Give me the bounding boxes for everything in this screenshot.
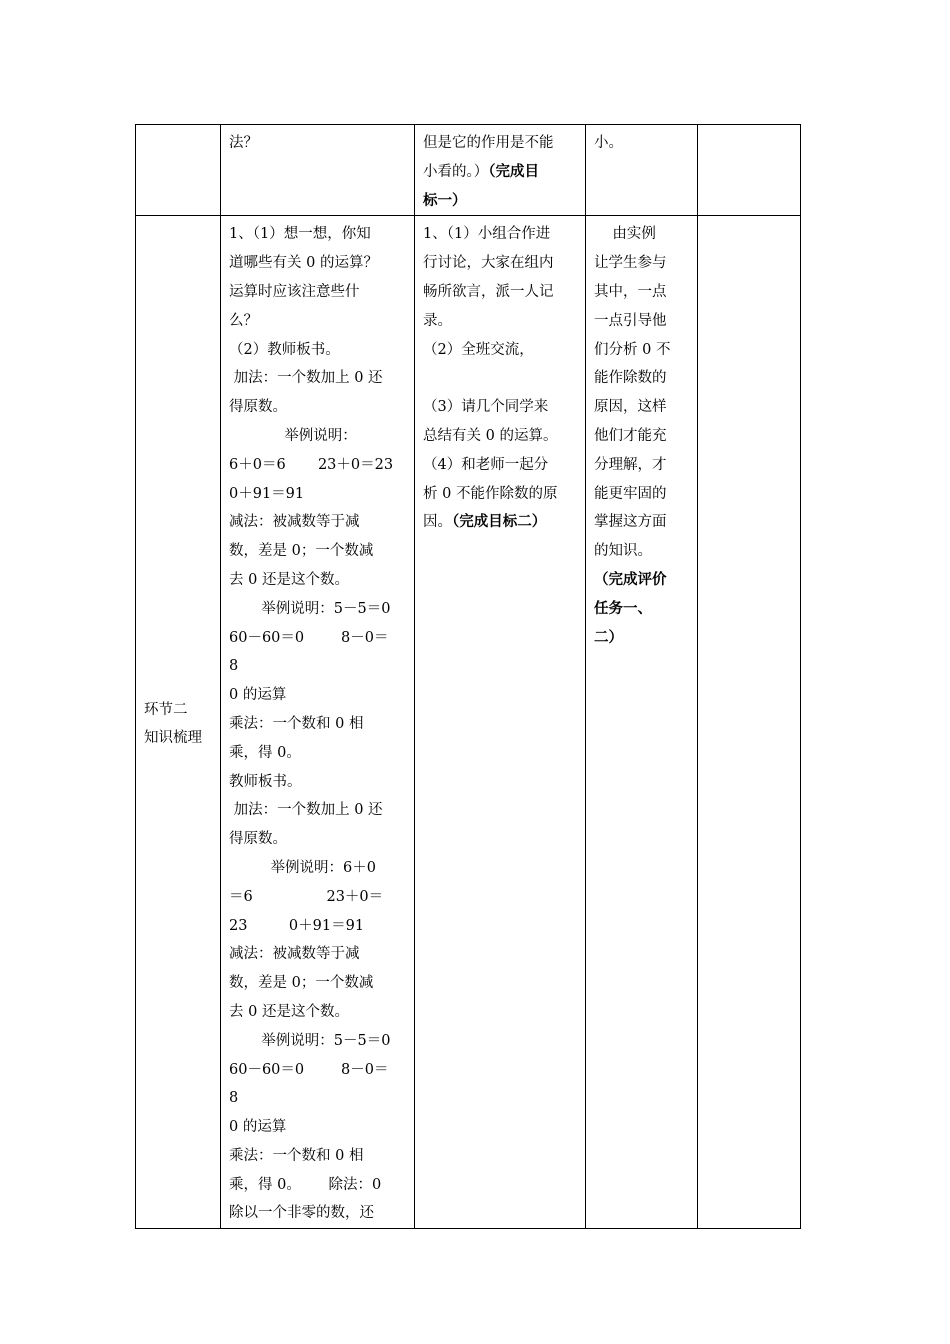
text-line: 原因，这样 xyxy=(594,399,667,416)
text-line: 1、（1）想一想，你知 xyxy=(229,226,371,243)
goal-label: 标一） xyxy=(423,191,467,209)
text-line: 去 0 还是这个数。 xyxy=(229,571,349,588)
text-line: 析 0 不能作除数的原 xyxy=(423,485,558,502)
text-line: 8 xyxy=(229,658,239,675)
text-line: 乘，得 0。 xyxy=(229,744,301,761)
design-intent-cell xyxy=(586,216,698,1229)
text-line: 60－60＝0 8－0＝ xyxy=(229,629,389,646)
text-line: 举例说明：5－5＝0 xyxy=(229,1032,391,1049)
text-line: 加法：一个数加上 0 还 xyxy=(229,802,383,819)
table-row xyxy=(136,125,801,216)
text-line: 乘，得 0。 除法：0 xyxy=(229,1176,382,1193)
text-line: （2）教师板书。 xyxy=(229,341,340,358)
text-line: 能作除数的 xyxy=(594,370,667,387)
text-line: 们分析 0 不 xyxy=(594,341,671,358)
text-line: 道哪些有关 0 的运算？ xyxy=(229,255,378,272)
text-line: 数，差是 0；一个数减 xyxy=(229,543,374,560)
section-subtitle: 知识梳理 xyxy=(144,730,202,747)
text-line: 得原数。 xyxy=(229,831,287,848)
goal-label: （完成目标二） xyxy=(452,513,547,531)
design-intent-cell xyxy=(586,125,698,216)
section-title: 环节二 xyxy=(144,701,188,718)
text-line: 小。 xyxy=(594,135,623,151)
text-line: 因。 xyxy=(423,514,452,531)
text-line: 畅所欲言，派一人记 xyxy=(423,283,554,300)
text-line: 让学生参与 xyxy=(594,255,667,272)
text-line: 他们才能充 xyxy=(594,427,667,444)
text-line: 但是它的作用是不能 xyxy=(423,135,554,151)
notes-cell xyxy=(698,216,801,1229)
assessment-label: 二） xyxy=(594,628,623,646)
text-line: 行讨论，大家在组内 xyxy=(423,255,554,272)
text-line: 分理解，才 xyxy=(594,456,667,473)
text-line: 法？ xyxy=(229,135,258,151)
text-line: ＝6 23＋0＝ xyxy=(229,888,384,905)
text-line: 加法：一个数加上 0 还 xyxy=(229,370,383,387)
text-line: 能更牢固的 xyxy=(594,485,667,502)
text-line: 么？ xyxy=(229,312,258,329)
teacher-activity-cell xyxy=(221,125,415,216)
text-line: 减法：被减数等于减 xyxy=(229,946,360,963)
text-line: 0 的运算 xyxy=(229,1119,287,1136)
text-line: （4）和老师一起分 xyxy=(423,456,549,473)
text-line: 0 的运算 xyxy=(229,687,287,704)
text-line: 60－60＝0 8－0＝ xyxy=(229,1061,389,1078)
text-line: 一点引导他 xyxy=(594,312,667,329)
text-line: 1、（1）小组合作进 xyxy=(423,226,551,243)
lesson-plan-table xyxy=(135,124,801,1229)
text-line: 乘法：一个数和 0 相 xyxy=(229,1147,364,1164)
text-line: 其中，一点 xyxy=(594,283,667,300)
text-line: 去 0 还是这个数。 xyxy=(229,1003,349,1020)
text-line: 举例说明：5－5＝0 xyxy=(229,600,391,617)
text-line: 举例说明： xyxy=(229,427,357,444)
section-cell xyxy=(136,216,221,1229)
table-row xyxy=(136,216,801,1229)
text-line: 录。 xyxy=(423,312,452,329)
text-line: 的知识。 xyxy=(594,543,652,560)
section-cell xyxy=(136,125,221,216)
student-activity-cell xyxy=(415,216,586,1229)
text-line: 23 0＋91＝91 xyxy=(229,917,365,934)
text-line: 减法：被减数等于减 xyxy=(229,514,360,531)
text-line: 数，差是 0；一个数减 xyxy=(229,975,374,992)
text-line: 小看的。） xyxy=(423,163,489,180)
student-activity-cell xyxy=(415,125,586,216)
assessment-label: （完成评价 xyxy=(594,570,667,588)
teacher-activity-cell xyxy=(221,216,415,1229)
text-line: 由实例 xyxy=(594,226,656,243)
goal-label: （完成目 xyxy=(488,162,539,180)
text-line: 8 xyxy=(229,1090,239,1107)
text-line: 掌握这方面 xyxy=(594,514,667,531)
text-line: 总结有关 0 的运算。 xyxy=(423,427,558,444)
text-line: 6＋0＝6 23＋0＝23 xyxy=(229,456,394,473)
assessment-label: 任务一、 xyxy=(594,599,652,617)
text-line: （3）请几个同学来 xyxy=(423,399,549,416)
text-line: 乘法：一个数和 0 相 xyxy=(229,715,364,732)
notes-cell xyxy=(698,125,801,216)
text-line: 教师板书。 xyxy=(229,773,302,790)
text-line xyxy=(423,364,579,393)
text-line: 0＋91＝91 xyxy=(229,485,305,502)
text-line: 举例说明：6＋0 xyxy=(229,859,376,876)
text-line: 运算时应该注意些什 xyxy=(229,283,360,300)
text-line: （2）全班交流， xyxy=(423,341,534,358)
text-line: 得原数。 xyxy=(229,399,287,416)
text-line: 除以一个非零的数，还 xyxy=(229,1205,374,1222)
